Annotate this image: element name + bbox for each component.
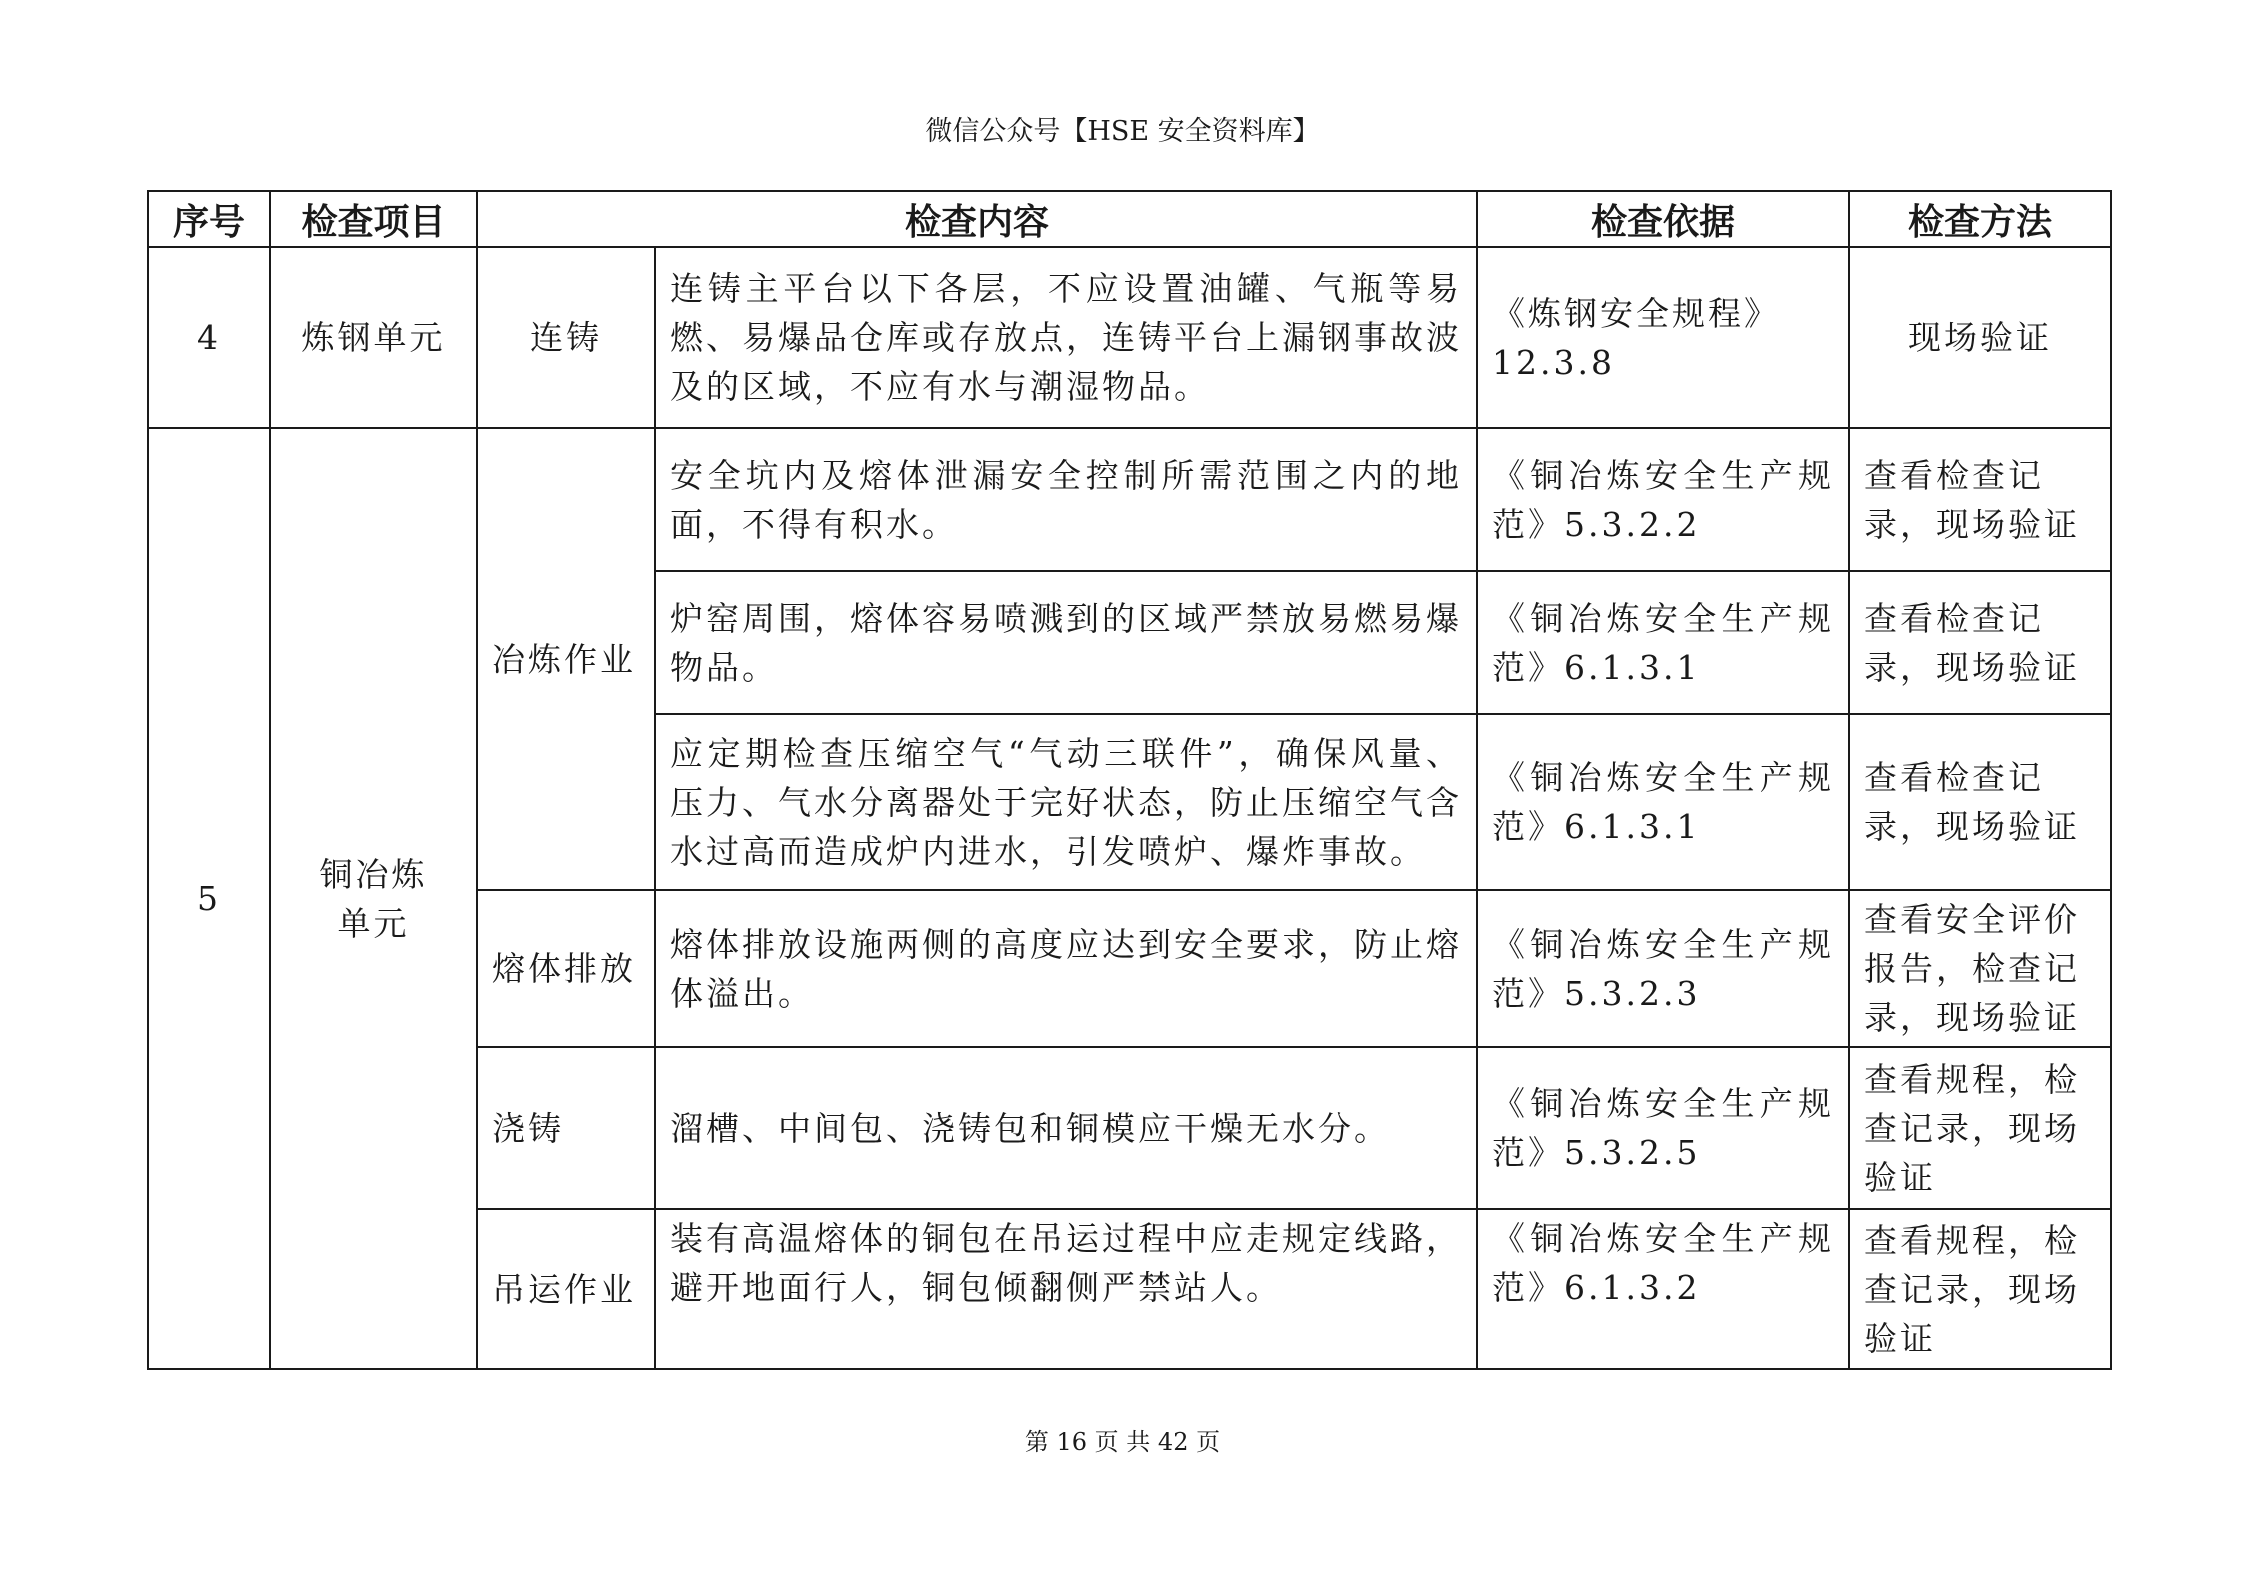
sub-item: 连铸 xyxy=(477,247,655,428)
check-method: 查看检查记录，现场验证 xyxy=(1849,428,2111,571)
header-method: 检查方法 xyxy=(1849,191,2111,247)
header-row xyxy=(148,191,2111,247)
check-method: 现场验证 xyxy=(1849,247,2111,428)
sub-item: 熔体排放 xyxy=(477,890,655,1047)
check-content: 溜槽、中间包、浇铸包和铜模应干燥无水分。 xyxy=(655,1047,1477,1209)
header-item: 检查项目 xyxy=(270,191,477,247)
check-method: 查看检查记录，现场验证 xyxy=(1849,714,2111,890)
check-content: 熔体排放设施两侧的高度应达到安全要求，防止熔体溢出。 xyxy=(655,890,1477,1047)
check-basis: 《铜冶炼安全生产规范》5.3.2.5 xyxy=(1477,1047,1849,1209)
unit-name: 炼钢单元 xyxy=(270,247,477,428)
header-basis: 检查依据 xyxy=(1477,191,1849,247)
table-row xyxy=(148,428,2111,571)
check-basis: 《铜冶炼安全生产规范》5.3.2.2 xyxy=(1477,428,1849,571)
check-method: 查看检查记录，现场验证 xyxy=(1849,571,2111,714)
row-number: 5 xyxy=(148,428,270,1369)
table-row xyxy=(148,247,2111,428)
check-method: 查看规程，检查记录，现场验证 xyxy=(1849,1047,2111,1209)
check-basis: 《铜冶炼安全生产规范》5.3.2.3 xyxy=(1477,890,1849,1047)
check-basis: 《铜冶炼安全生产规范》6.1.3.1 xyxy=(1477,571,1849,714)
inspection-table xyxy=(147,190,2112,1370)
check-method: 查看规程，检查记录，现场验证 xyxy=(1849,1209,2111,1369)
sub-item: 冶炼作业 xyxy=(477,428,655,890)
header-content: 检查内容 xyxy=(477,191,1477,247)
sub-item: 吊运作业 xyxy=(477,1209,655,1369)
check-content: 装有高温熔体的铜包在吊运过程中应走规定线路，避开地面行人，铜包倾翻侧严禁站人。 xyxy=(655,1209,1477,1369)
row-number: 4 xyxy=(148,247,270,428)
check-basis: 《炼钢安全规程》12.3.8 xyxy=(1477,247,1849,428)
check-content: 应定期检查压缩空气“气动三联件”，确保风量、压力、气水分离器处于完好状态，防止压缩空气含水过高而造成炉内进水，引发喷炉、爆炸事故。 xyxy=(655,714,1477,890)
check-basis: 《铜冶炼安全生产规范》6.1.3.1 xyxy=(1477,714,1849,890)
sub-item: 浇铸 xyxy=(477,1047,655,1209)
page-number: 第 16 页 共 42 页 xyxy=(1024,1428,1221,1456)
check-method: 查看安全评价报告，检查记录，现场验证 xyxy=(1849,890,2111,1047)
check-content: 安全坑内及熔体泄漏安全控制所需范围之内的地面，不得有积水。 xyxy=(655,428,1477,571)
page-header: 微信公众号【HSE 安全资料库】 xyxy=(925,116,1320,147)
header-no: 序号 xyxy=(148,191,270,247)
unit-name: 铜冶炼单元 xyxy=(270,428,477,1369)
check-basis: 《铜冶炼安全生产规范》6.1.3.2 xyxy=(1477,1209,1849,1369)
check-content: 连铸主平台以下各层，不应设置油罐、气瓶等易燃、易爆品仓库或存放点，连铸平台上漏钢事故波及的区域，不应有水与潮湿物品。 xyxy=(655,247,1477,428)
check-content: 炉窑周围，熔体容易喷溅到的区域严禁放易燃易爆物品。 xyxy=(655,571,1477,714)
